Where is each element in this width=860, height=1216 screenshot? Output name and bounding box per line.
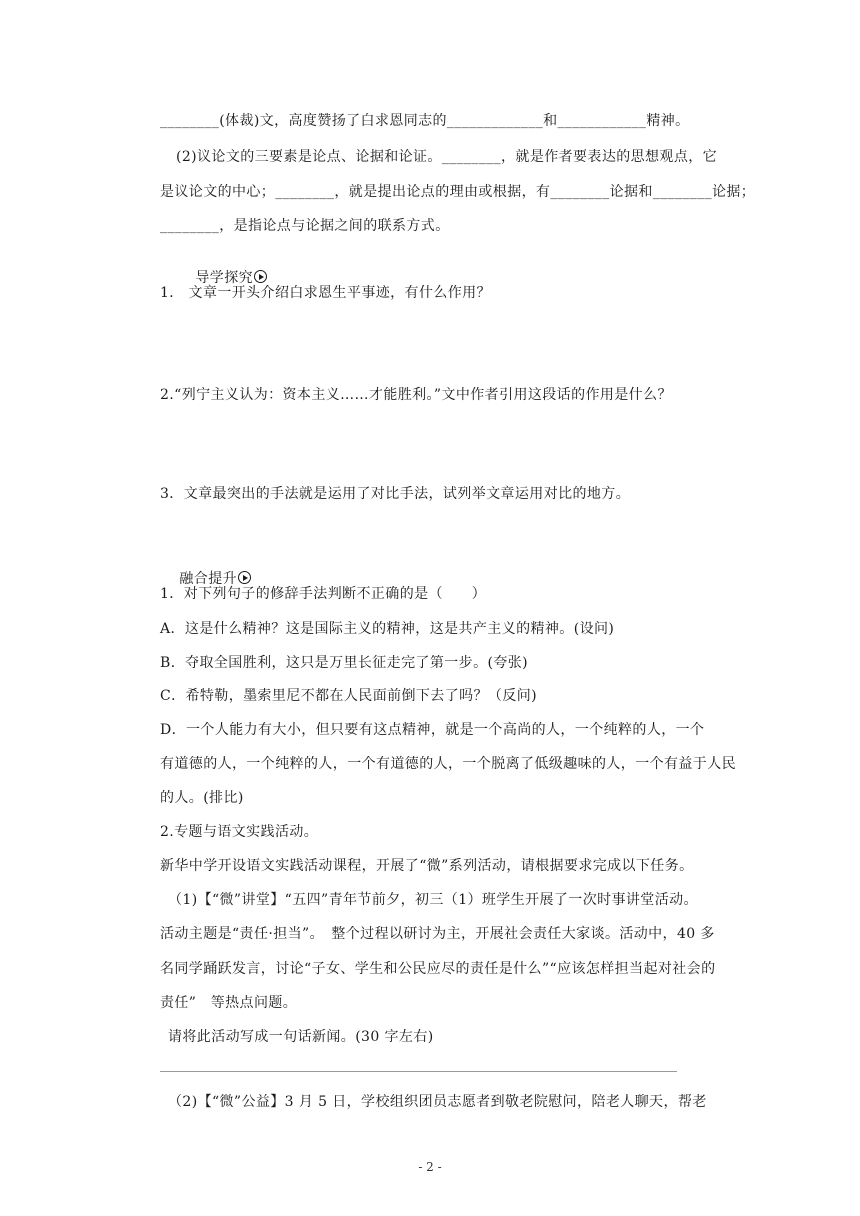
text-line: (2)议论文的三要素是论点、论据和论证。________，就是作者要表达的思想观点，它 <box>176 149 718 165</box>
option-d-cont: 的人。(排比) <box>160 790 244 806</box>
text-line: （2)【“微”公益】3 月 5 日，学校组织团员志愿者到敬老院慰问，陪老人聊天，帮老 <box>168 1094 707 1110</box>
question-item: 1．对下列句子的修辞手法判断不正确的是（ ） <box>160 586 487 602</box>
play-arrow-icon <box>254 270 267 283</box>
question-item: 1． 文章一开头介绍白求恩生平事迹，有什么作用？ <box>160 285 491 301</box>
text-line: 责任” 等热点问题。 <box>160 995 298 1011</box>
text-line: 名同学踊跃发言，讨论“子女、学生和公民应尽的责任是什么”“应该怎样担当起对社会的 <box>160 961 716 977</box>
option-c: C．希特勒，墨索里尼不都在人民面前倒下去了吗？（反问) <box>160 688 537 704</box>
section-title: 融合提升 <box>179 571 238 587</box>
text-line: 活动主题是“责任·担当”。 整个过程以研讨为主，开展社会责任大家谈。活动中，40 多 <box>160 926 715 942</box>
text-line: 是议论文的中心；________，就是提出论点的理由或根据，有________论据和________论据； <box>160 184 756 200</box>
question-item: 2.“列宁主义认为：资本主义……才能胜利。”文中作者引用这段话的作用是什么？ <box>160 387 672 403</box>
text-line: ________(体裁)文，高度赞扬了白求恩同志的_____________和____________精神。 <box>160 113 690 129</box>
section-title: 导学探究 <box>195 270 254 286</box>
text-line: （1)【“微”讲堂】“五四”青年节前夕，初三（1）班学生开展了一次时事讲堂活动。 <box>168 892 698 908</box>
option-d: D．一个人能力有大小，但只要有这点精神，就是一个高尚的人，一个纯粹的人，一个 <box>160 722 705 738</box>
text-line: 请将此活动写成一句话新闻。(30 字左右) <box>168 1029 434 1045</box>
text-line: 新华中学开设语文实践活动课程，开展了“微”系列活动，请根据要求完成以下任务。 <box>160 858 694 874</box>
answer-line <box>160 1071 677 1072</box>
page-number: - 2 - <box>418 1160 442 1174</box>
play-arrow-icon <box>238 571 251 584</box>
option-b: B．夺取全国胜利，这只是万里长征走完了第一步。(夸张) <box>160 655 529 671</box>
question-item: 3．文章最突出的手法就是运用了对比手法，试列举文章运用对比的地方。 <box>160 486 631 502</box>
option-d-cont: 有道德的人，一个纯粹的人，一个有道德的人，一个脱离了低级趣味的人，一个有益于人民 <box>160 756 736 772</box>
text-line: ________，是指论点与论据之间的联系方式。 <box>160 218 450 234</box>
option-a: A．这是什么精神？这是国际主义的精神，这是共产主义的精神。(设问) <box>160 621 615 637</box>
question-item: 2.专题与语文实践活动。 <box>160 824 319 840</box>
